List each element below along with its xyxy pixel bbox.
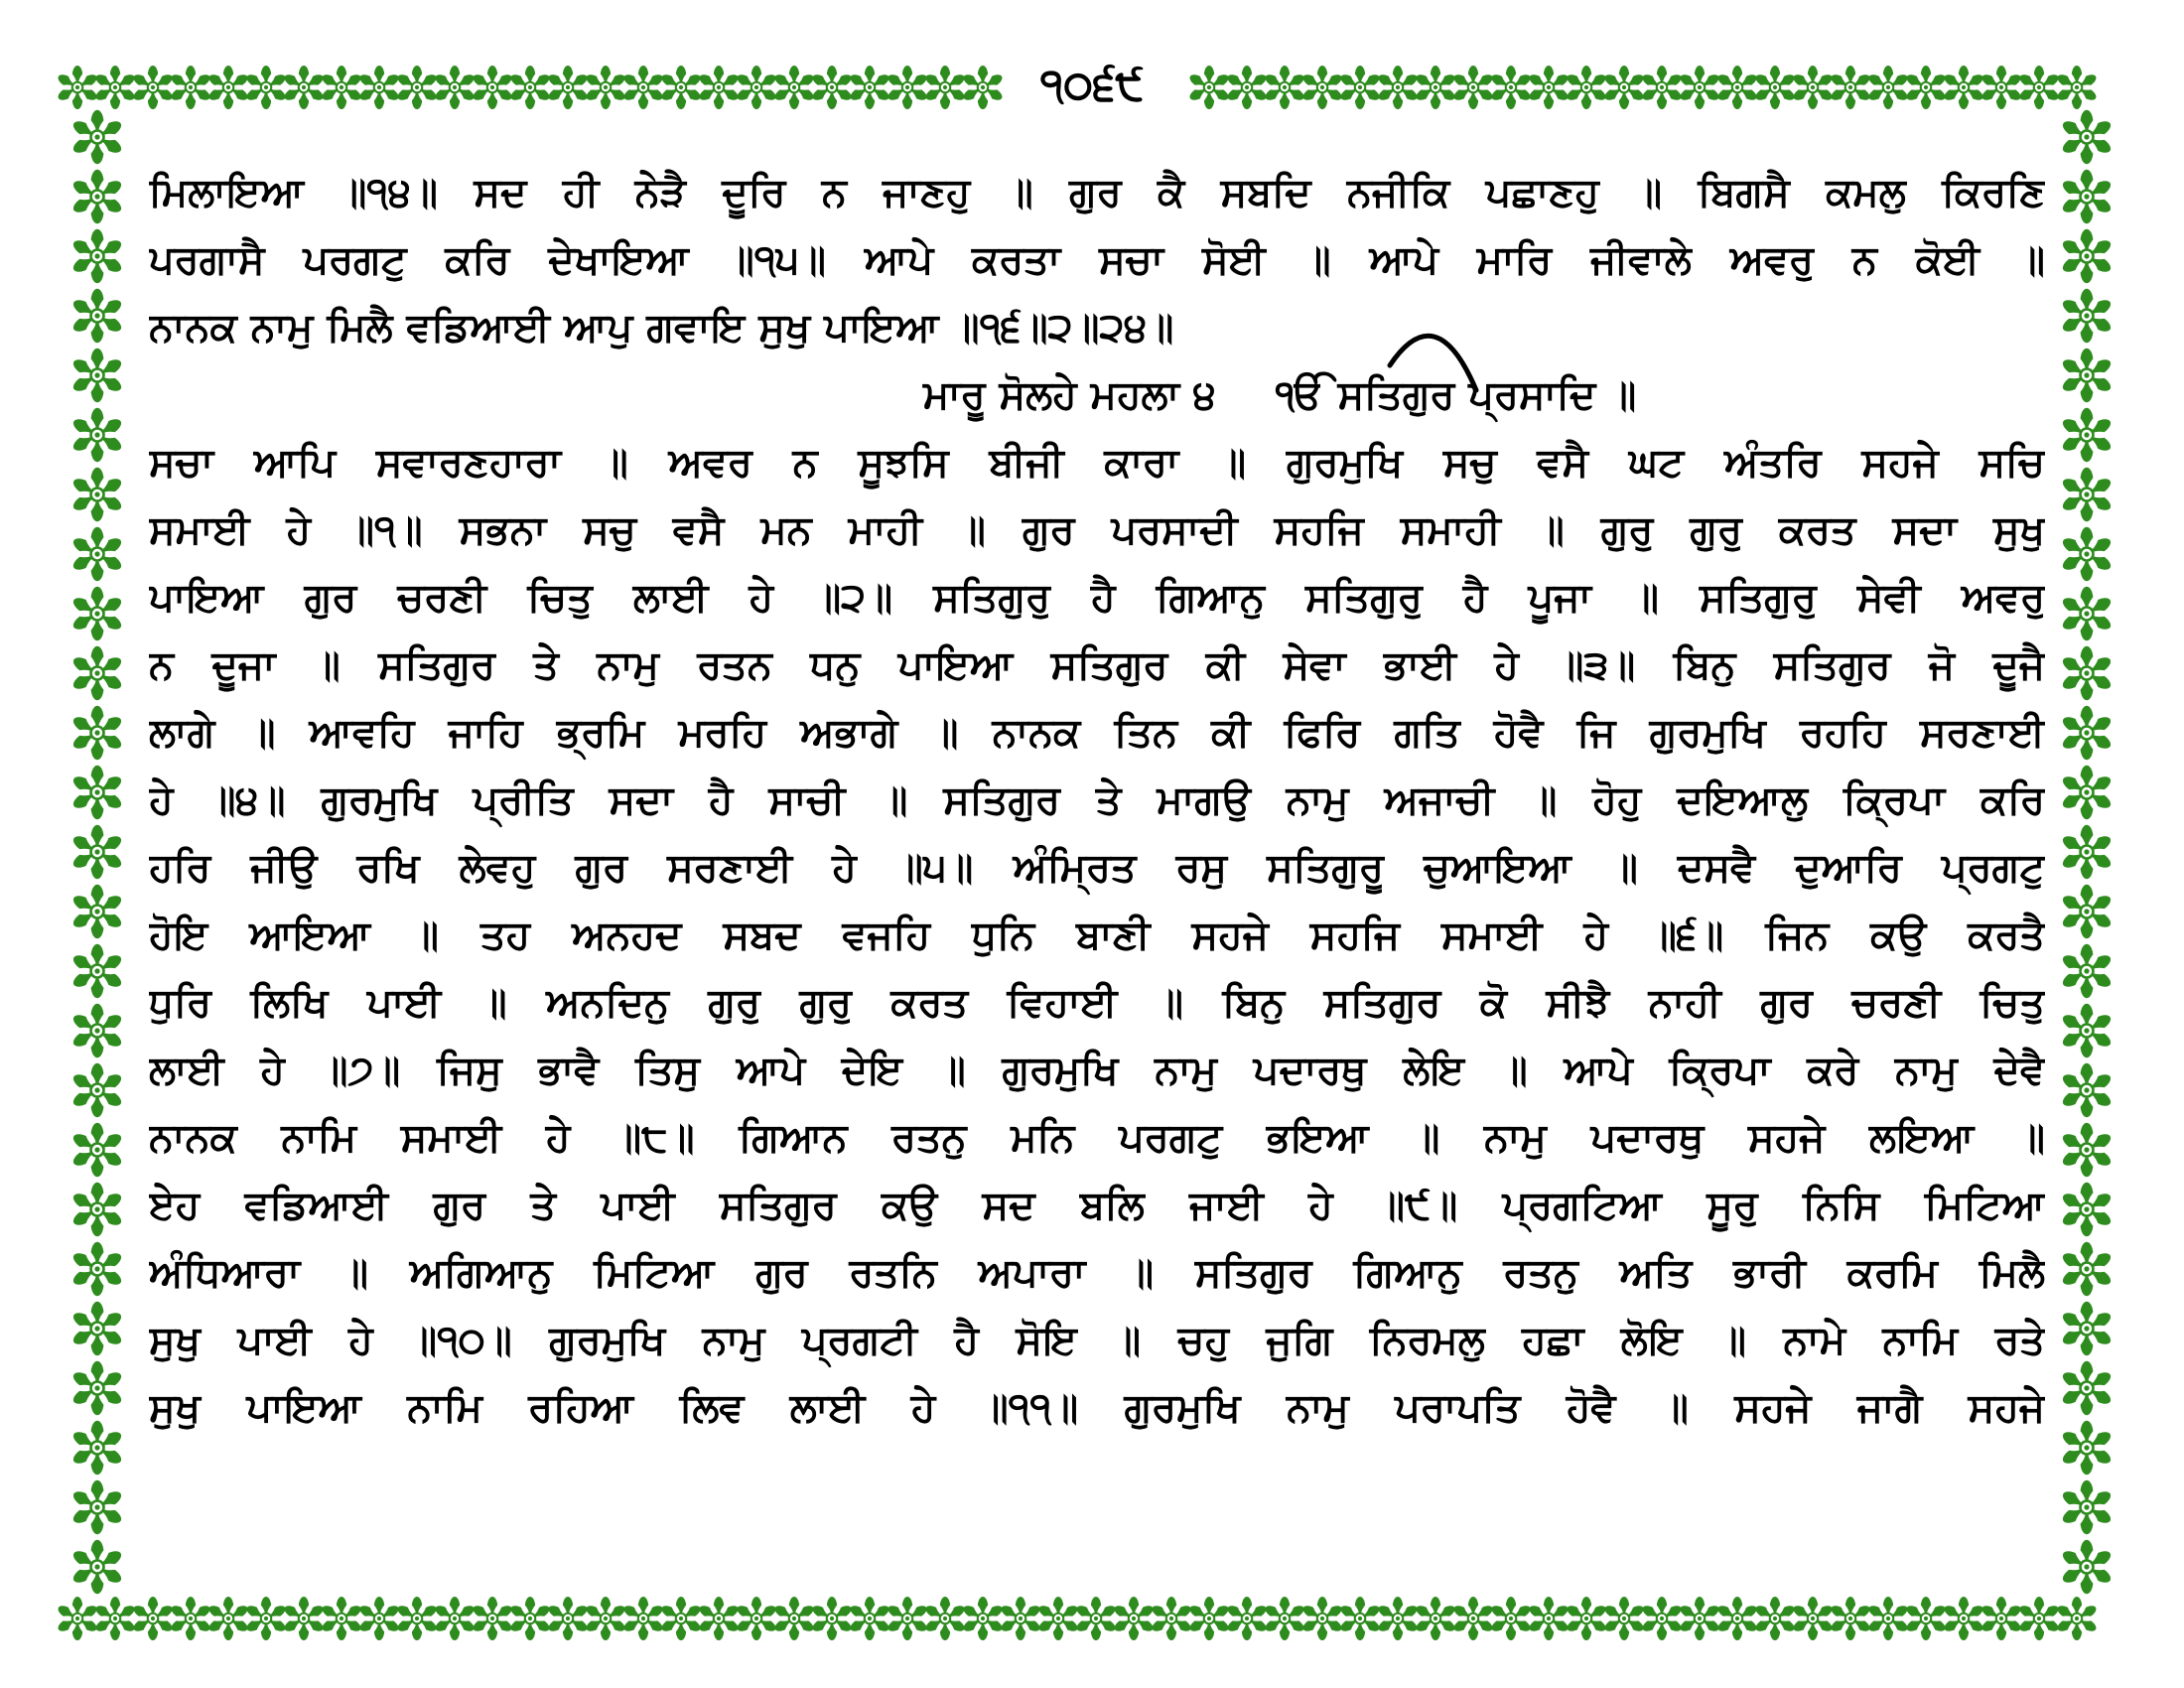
flower-icon: [1527, 66, 1570, 109]
flower-icon: [2060, 1480, 2114, 1535]
flower-icon: [70, 766, 124, 820]
flower-icon: [735, 1597, 777, 1640]
flower-icon: [70, 1063, 124, 1118]
flower-icon: [471, 66, 513, 109]
flower-icon: [395, 1597, 438, 1640]
flower-icon: [70, 587, 124, 641]
flower-icon: [2060, 1421, 2114, 1476]
flower-icon: [70, 349, 124, 403]
flower-icon: [2017, 66, 2060, 109]
text-line: ਸੁਖੁ ਪਾਈ ਹੇ ॥੧੦॥ ਗੁਰਮੁਖਿ ਨਾਮੁ ਪ੍ਰਗਟੀ ਹੈ ਸੋਇ ॥ ਚਹੁ ਜੁਗਿ ਨਿਰਮਲੁ ਹਛਾ ਲੋਇ ॥ ਨਾਮੇ ਨਾਮਿ ਰਤੇ: [149, 1318, 2045, 1363]
flower-icon: [2060, 1302, 2114, 1356]
flower-icon: [1640, 66, 1683, 109]
flower-icon: [1036, 1597, 1079, 1640]
flower-icon: [1376, 1597, 1419, 1640]
flower-icon: [70, 1421, 124, 1476]
flower-icon: [93, 1597, 136, 1640]
flower-icon: [621, 1597, 664, 1640]
flower-icon: [244, 1597, 287, 1640]
flower-icon: [1942, 1597, 1984, 1640]
text-line: ਸੁਖੁ ਪਾਇਆ ਨਾਮਿ ਰਹਿਆ ਲਿਵ ਲਾਈ ਹੇ ॥੧੧॥ ਗੁਰਮੁਖਿ ਨਾਮੁ ਪਰਾਪਤਿ ਹੋਵੈ ॥ ਸਹਜੇ ਜਾਗੈ ਸਹਜੇ: [149, 1385, 2045, 1431]
flower-icon: [546, 1597, 589, 1640]
text-line: ਸਚਾ ਆਪਿ ਸਵਾਰਣਹਾਰਾ ॥ ਅਵਰ ਨ ਸੂਝਸਿ ਬੀਜੀ ਕਾਰਾ ॥ ਗੁਰਮੁਖਿ ਸਚੁ ਵਸੈ ਘਟ ਅੰਤਰਿ ਸਹਜੇ ਸਚਿ: [149, 440, 2045, 486]
heading-title: ਮਾਰੂ ਸੋਲਹੇ ਮਹਲਾ ੪: [923, 372, 1216, 418]
text-line: ਮਿਲਾਇਆ ॥੧੪॥ ਸਦ ਹੀ ਨੇੜੈ ਦੂਰਿ ਨ ਜਾਣਹੁ ॥ ਗੁਰ ਕੈ ਸਬਦਿ ਨਜੀਕਿ ਪਛਾਣਹੁ ॥ ਬਿਗਸੈ ਕਮਲੁ ਕਿਰਣਿ: [149, 170, 2045, 215]
flower-icon: [735, 66, 777, 109]
flower-icon: [2055, 66, 2098, 109]
text-line: ਨ ਦੂਜਾ ॥ ਸਤਿਗੁਰ ਤੇ ਨਾਮੁ ਰਤਨ ਧਨੁ ਪਾਇਆ ਸਤਿਗੁਰ ਕੀ ਸੇਵਾ ਭਾਈ ਹੇ ॥੩॥ ਬਿਨੁ ਸਤਿਗੁਰ ਜੋ ਦੂਜੈ: [149, 642, 2045, 688]
flower-icon: [1414, 66, 1456, 109]
flower-icon: [2060, 527, 2114, 582]
flower-icon: [1074, 1597, 1117, 1640]
text-line: ਲਾਗੇ ॥ ਆਵਹਿ ਜਾਹਿ ਭ੍ਰਮਿ ਮਰਹਿ ਅਭਾਗੇ ॥ ਨਾਨਕ ਤਿਨ ਕੀ ਫਿਰਿ ਗਤਿ ਹੋਵੈ ਜਿ ਗੁਰਮੁਖਿ ਰਹਹਿ ਸਰਣਾਈ: [149, 710, 2045, 756]
flower-icon: [282, 66, 325, 109]
flower-icon: [70, 170, 124, 224]
flower-icon: [2060, 1361, 2114, 1416]
flower-icon: [2060, 885, 2114, 939]
flower-icon: [70, 289, 124, 344]
flower-icon: [1225, 1597, 1268, 1640]
flower-icon: [697, 1597, 740, 1640]
flower-icon: [2060, 349, 2114, 403]
flower-icon: [923, 66, 966, 109]
flower-icon: [169, 1597, 211, 1640]
flower-icon: [1942, 66, 1984, 109]
flower-icon: [70, 825, 124, 880]
flower-icon: [1263, 1597, 1305, 1640]
flower-icon: [70, 1480, 124, 1535]
flower-icon: [1904, 66, 1947, 109]
flower-icon: [2060, 408, 2114, 463]
flower-icon: [2060, 229, 2114, 284]
flower-icon: [546, 66, 589, 109]
flower-icon: [70, 646, 124, 701]
flower-icon: [169, 66, 211, 109]
flower-icon: [923, 1597, 966, 1640]
flower-icon: [70, 527, 124, 582]
flower-icon: [584, 66, 626, 109]
flower-icon: [70, 1183, 124, 1237]
flower-icon: [621, 66, 664, 109]
flower-icon: [1829, 66, 1871, 109]
flower-icon: [961, 1597, 1004, 1640]
flower-icon: [70, 1123, 124, 1178]
flower-icon: [1715, 1597, 1758, 1640]
flower-icon: [1791, 66, 1834, 109]
flower-icon: [1565, 1597, 1607, 1640]
text-line: ਹੇ ॥੪॥ ਗੁਰਮੁਖਿ ਪ੍ਰੀਤਿ ਸਦਾ ਹੈ ਸਾਚੀ ॥ ਸਤਿਗੁਰ ਤੇ ਮਾਗਉ ਨਾਮੁ ਅਜਾਚੀ ॥ ਹੋਹੁ ਦਇਆਲੁ ਕ੍ਰਿਪਾ ਕਰਿ: [149, 777, 2045, 823]
flower-icon: [70, 468, 124, 522]
flower-icon: [659, 66, 702, 109]
flower-icon: [1150, 1597, 1192, 1640]
flower-icon: [1300, 66, 1343, 109]
flower-icon: [70, 1242, 124, 1297]
flower-icon: [2060, 170, 2114, 224]
flower-icon: [206, 66, 249, 109]
flower-icon: [1376, 66, 1419, 109]
flower-icon: [772, 66, 815, 109]
flower-icon: [584, 1597, 626, 1640]
section-heading: [149, 361, 2045, 429]
flower-icon: [131, 1597, 174, 1640]
text-line: ਲਾਈ ਹੇ ॥੭॥ ਜਿਸੁ ਭਾਵੈ ਤਿਸੁ ਆਪੇ ਦੇਇ ॥ ਗੁਰਮੁਖਿ ਨਾਮੁ ਪਦਾਰਥੁ ਲੇਇ ॥ ਆਪੇ ਕ੍ਰਿਪਾ ਕਰੇ ਨਾਮੁ ਦੇਵੈ: [149, 1048, 2045, 1093]
flower-icon: [1338, 1597, 1381, 1640]
flower-icon: [886, 66, 928, 109]
flower-icon: [206, 1597, 249, 1640]
flower-icon: [508, 66, 551, 109]
flower-icon: [433, 66, 476, 109]
flower-icon: [2060, 825, 2114, 880]
flower-icon: [2055, 1597, 2098, 1640]
flower-icon: [320, 1597, 362, 1640]
flower-icon: [1866, 1597, 1909, 1640]
flower-icon: [93, 66, 136, 109]
flower-icon: [961, 66, 1004, 109]
flower-icon: [131, 66, 174, 109]
flower-icon: [70, 885, 124, 939]
flower-icon: [1602, 66, 1645, 109]
text-line: ਏਹ ਵਡਿਆਈ ਗੁਰ ਤੇ ਪਾਈ ਸਤਿਗੁਰ ਕਉ ਸਦ ਬਲਿ ਜਾਈ ਹੇ ॥੯॥ ਪ੍ਰਗਟਿਆ ਸੂਰੁ ਨਿਸਿ ਮਿਟਿਆ: [149, 1183, 2045, 1228]
text-line: ਨਾਨਕ ਨਾਮੁ ਮਿਲੈ ਵਡਿਆਈ ਆਪੁ ਗਵਾਇ ਸੁਖੁ ਪਾਇਆ ॥੧੬॥੨॥੨੪॥: [149, 305, 1174, 351]
flower-icon: [1489, 66, 1532, 109]
flower-icon: [1678, 66, 1720, 109]
flower-icon: [886, 1597, 928, 1640]
flower-icon: [282, 1597, 325, 1640]
flower-icon: [2060, 587, 2114, 641]
flower-icon: [433, 1597, 476, 1640]
flower-icon: [395, 66, 438, 109]
flower-icon: [1979, 1597, 2022, 1640]
flower-icon: [999, 1597, 1041, 1640]
flower-icon: [1602, 1597, 1645, 1640]
text-line: ਨਾਨਕ ਨਾਮਿ ਸਮਾਈ ਹੇ ॥੮॥ ਗਿਆਨ ਰਤਨੁ ਮਨਿ ਪਰਗਟੁ ਭਇਆ ॥ ਨਾਮੁ ਪਦਾਰਥੁ ਸਹਜੇ ਲਇਆ ॥: [149, 1115, 2045, 1161]
flower-icon: [70, 1004, 124, 1058]
scripture-text: [149, 159, 2045, 1442]
flower-icon: [2060, 646, 2114, 701]
flower-icon: [320, 66, 362, 109]
flower-icon: [1565, 66, 1607, 109]
flower-icon: [1225, 66, 1268, 109]
flower-icon: [70, 1361, 124, 1416]
flower-icon: [56, 1597, 98, 1640]
text-line: ਅੰਧਿਆਰਾ ॥ ਅਗਿਆਨੁ ਮਿਟਿਆ ਗੁਰ ਰਤਨਿ ਅਪਾਰਾ ॥ ਸਤਿਗੁਰ ਗਿਆਨੁ ਰਤਨੁ ਅਤਿ ਭਾਰੀ ਕਰਮਿ ਮਿਲੈ: [149, 1250, 2045, 1296]
flower-icon: [810, 1597, 853, 1640]
flower-icon: [1791, 1597, 1834, 1640]
flower-icon: [70, 229, 124, 284]
flower-icon: [471, 1597, 513, 1640]
flower-icon: [70, 408, 124, 463]
text-line: ਹੋਇ ਆਇਆ ॥ ਤਹ ਅਨਹਦ ਸਬਦ ਵਜਹਿ ਧੁਨਿ ਬਾਣੀ ਸਹਜੇ ਸਹਜਿ ਸਮਾਈ ਹੇ ॥੬॥ ਜਿਨ ਕਉ ਕਰਤੈ: [149, 913, 2045, 958]
flower-icon: [357, 1597, 400, 1640]
flower-icon: [56, 66, 98, 109]
text-line: ਧੁਰਿ ਲਿਖਿ ਪਾਈ ॥ ਅਨਦਿਨੁ ਗੁਰੁ ਗੁਰੁ ਕਰਤ ਵਿਹਾਈ ॥ ਬਿਨੁ ਸਤਿਗੁਰ ਕੋ ਸੀਝੈ ਨਾਹੀ ਗੁਰ ਚਰਣੀ ਚਿਤੁ: [149, 980, 2045, 1026]
heading-invocation: ੴ ਸਤਿਗੁਰ ਪ੍ਰਸਾਦਿ ॥: [1275, 372, 1637, 418]
flower-icon: [1187, 1597, 1230, 1640]
flower-icon: [1640, 1597, 1683, 1640]
flower-icon: [810, 66, 853, 109]
flower-icon: [848, 1597, 890, 1640]
flower-icon: [1829, 1597, 1871, 1640]
flower-icon: [1187, 66, 1230, 109]
flower-icon: [357, 66, 400, 109]
flower-icon: [2060, 110, 2114, 165]
flower-icon: [70, 110, 124, 165]
flower-icon: [772, 1597, 815, 1640]
flower-icon: [1753, 1597, 1796, 1640]
flower-icon: [1678, 1597, 1720, 1640]
flower-icon: [2060, 1540, 2114, 1595]
flower-icon: [2060, 1063, 2114, 1118]
flower-icon: [848, 66, 890, 109]
flower-icon: [2060, 468, 2114, 522]
text-line: ਸਮਾਈ ਹੇ ॥੧॥ ਸਭਨਾ ਸਚੁ ਵਸੈ ਮਨ ਮਾਹੀ ॥ ਗੁਰ ਪਰਸਾਦੀ ਸਹਜਿ ਸਮਾਹੀ ॥ ਗੁਰੁ ਗੁਰੁ ਕਰਤ ਸਦਾ ਸੁਖੁ: [149, 507, 2045, 553]
flower-icon: [1715, 66, 1758, 109]
flower-icon: [1527, 1597, 1570, 1640]
flower-icon: [2060, 944, 2114, 999]
flower-icon: [2060, 1123, 2114, 1178]
flower-icon: [1489, 1597, 1532, 1640]
flower-icon: [1451, 1597, 1494, 1640]
flower-icon: [244, 66, 287, 109]
flower-icon: [1979, 66, 2022, 109]
flower-icon: [1414, 1597, 1456, 1640]
flower-icon: [1300, 1597, 1343, 1640]
flower-icon: [1112, 1597, 1155, 1640]
flower-icon: [2060, 289, 2114, 344]
flower-icon: [70, 1302, 124, 1356]
flower-icon: [2060, 766, 2114, 820]
flower-icon: [1904, 1597, 1947, 1640]
flower-icon: [2060, 706, 2114, 761]
flower-icon: [70, 706, 124, 761]
text-line: ਹਰਿ ਜੀਉ ਰਖਿ ਲੇਵਹੁ ਗੁਰ ਸਰਣਾਈ ਹੇ ॥੫॥ ਅੰਮ੍ਰਿਤ ਰਸੁ ਸਤਿਗੁਰੂ ਚੁਆਇਆ ॥ ਦਸਵੈ ਦੁਆਰਿ ਪ੍ਰਗਟੁ: [149, 845, 2045, 891]
page-number: ੧੦੬੯: [1013, 56, 1171, 115]
flower-icon: [2060, 1242, 2114, 1297]
flower-icon: [659, 1597, 702, 1640]
flower-icon: [1451, 66, 1494, 109]
flower-icon: [70, 944, 124, 999]
flower-icon: [1263, 66, 1305, 109]
flower-icon: [70, 1540, 124, 1595]
flower-icon: [697, 66, 740, 109]
text-line: ਪਰਗਾਸੈ ਪਰਗਟੁ ਕਰਿ ਦੇਖਾਇਆ ॥੧੫॥ ਆਪੇ ਕਰਤਾ ਸਚਾ ਸੋਈ ॥ ਆਪੇ ਮਾਰਿ ਜੀਵਾਲੇ ਅਵਰੁ ਨ ਕੋਈ ॥: [149, 237, 2045, 283]
flower-icon: [2060, 1183, 2114, 1237]
flower-icon: [1753, 66, 1796, 109]
flower-icon: [1866, 66, 1909, 109]
text-line: ਪਾਇਆ ਗੁਰ ਚਰਣੀ ਚਿਤੁ ਲਾਈ ਹੇ ॥੨॥ ਸਤਿਗੁਰੁ ਹੈ ਗਿਆਨੁ ਸਤਿਗੁਰੁ ਹੈ ਪੂਜਾ ॥ ਸਤਿਗੁਰੁ ਸੇਵੀ ਅਵਰੁ: [149, 575, 2045, 621]
flower-icon: [2060, 1004, 2114, 1058]
flower-icon: [1338, 66, 1381, 109]
flower-icon: [2017, 1597, 2060, 1640]
flower-icon: [508, 1597, 551, 1640]
